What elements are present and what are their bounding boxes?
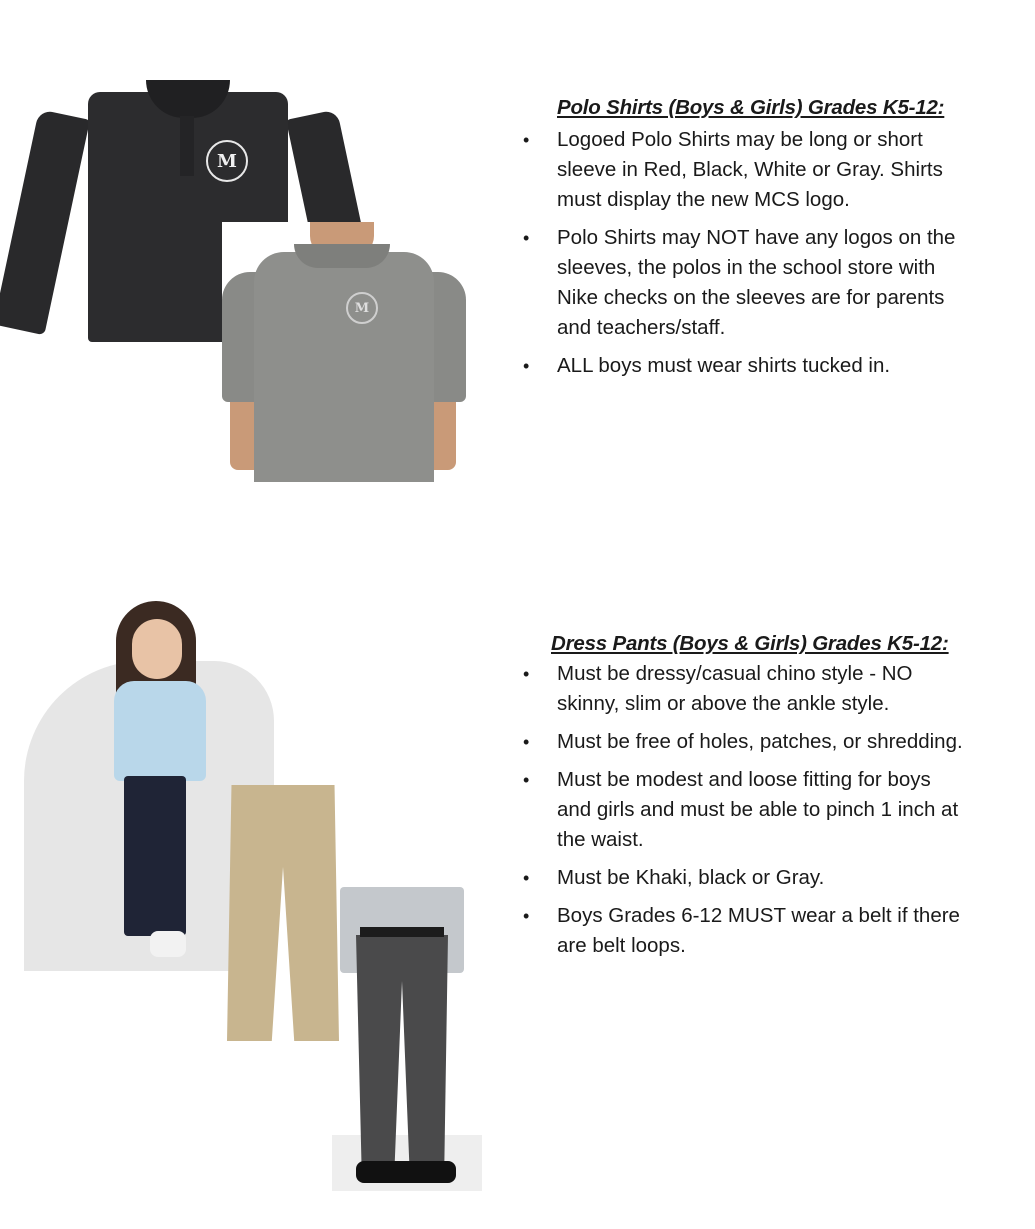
list-item: • Must be Khaki, black or Gray. [527,863,967,893]
list-item: • Must be free of holes, patches, or shredding. [527,727,967,757]
list-item: • Logoed Polo Shirts may be long or short sleeve in Red, Black, White or Gray. Shirts must display the new MCS logo. [527,125,967,215]
dress-pants-heading: Dress Pants (Boys & Girls) Grades K5-12: [551,632,949,655]
polo-shirts-rules-list [527,125,967,389]
list-item: • ALL boys must wear shirts tucked in. [527,351,967,381]
mcs-logo-icon: M [346,292,378,324]
polo-shirts-heading: Polo Shirts (Boys & Girls) Grades K5-12: [557,96,945,119]
boy-gray-pants-image [22,595,502,1195]
polo-shirts-section [0,0,1035,520]
list-item: • Polo Shirts may NOT have any logos on the sleeves, the polos in the school store with Nike checks on the sleeves are for parents and teachers/staff. [527,223,967,343]
list-item: • Must be dressy/casual chino style - NO skinny, slim or above the ankle style. [527,659,967,719]
mcs-logo-icon: M [206,140,248,182]
dress-pants-rules-list [527,659,967,969]
list-item: • Must be modest and loose fitting for boys and girls and must be able to pinch 1 inch at the waist. [527,765,967,855]
gray-short-sleeve-polo-image [222,222,468,470]
list-item: • Boys Grades 6-12 MUST wear a belt if there are belt loops. [527,901,967,961]
dress-pants-section [0,595,1035,1229]
